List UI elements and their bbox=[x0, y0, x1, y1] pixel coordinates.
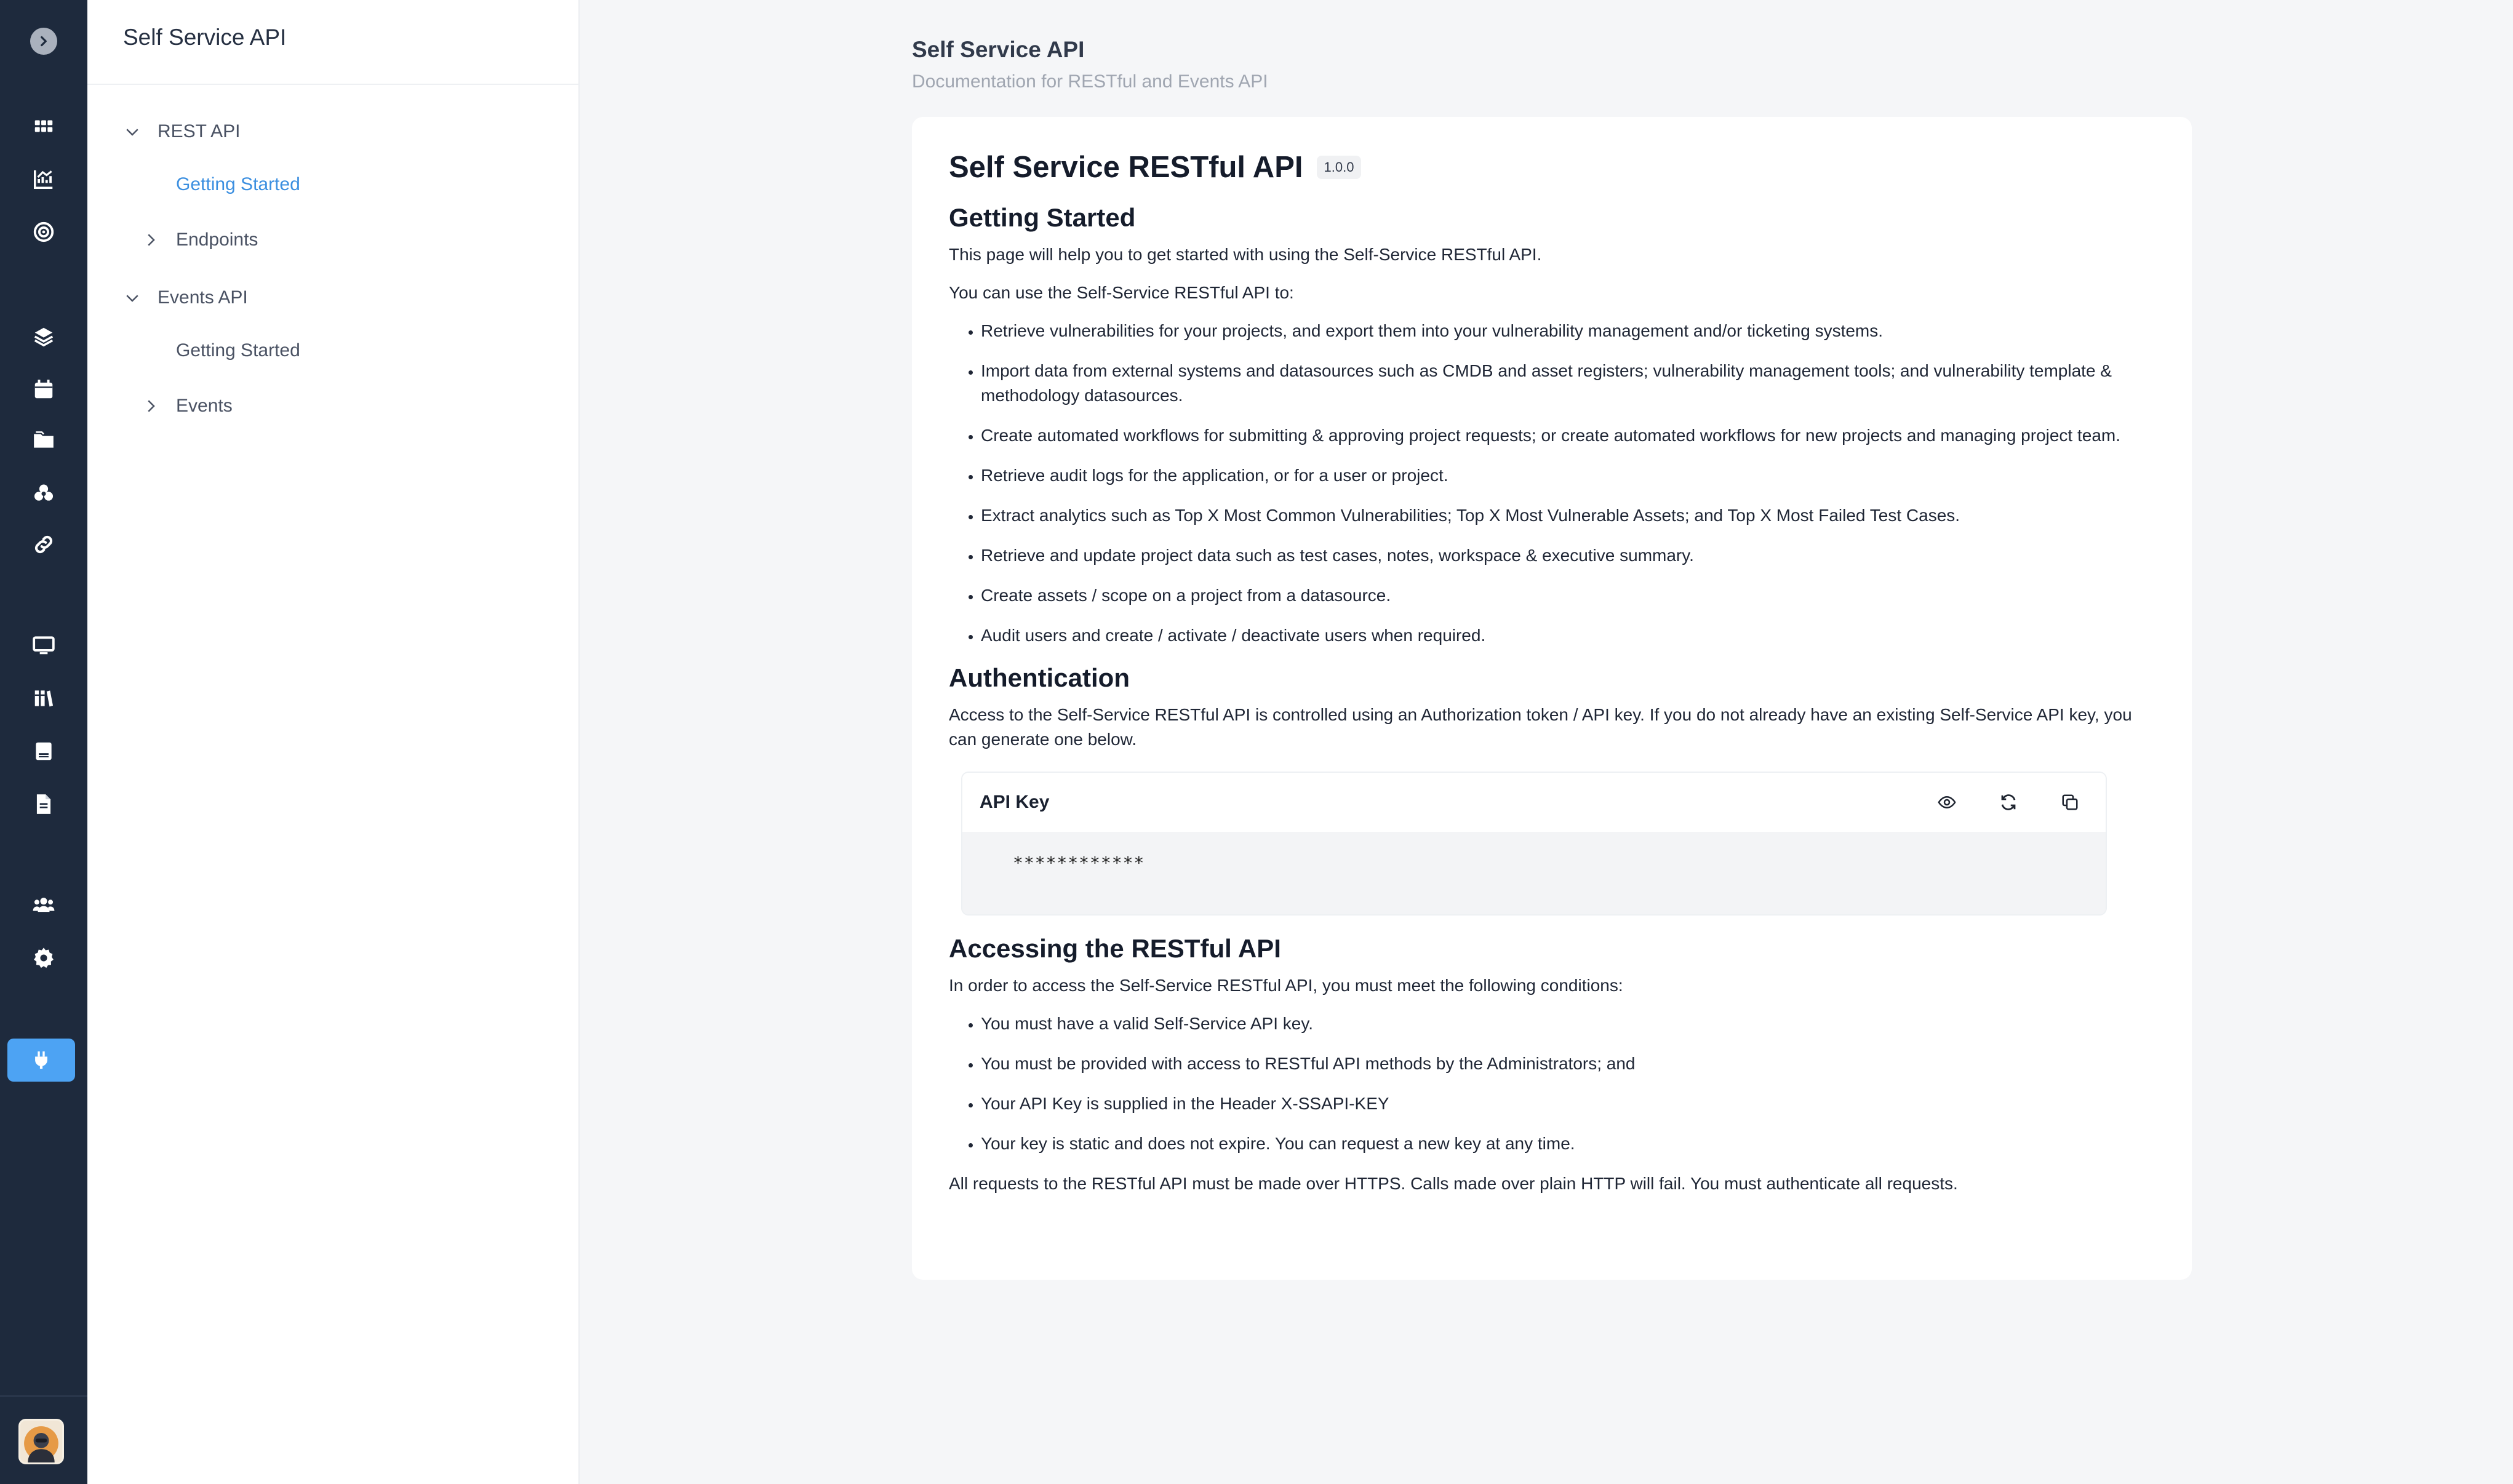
calendar-icon[interactable] bbox=[0, 368, 87, 411]
link-icon[interactable] bbox=[0, 523, 87, 566]
api-key-label: API Key bbox=[980, 792, 1050, 812]
list-item: • Your key is static and does not expire. You can request a new key at any time. bbox=[981, 1131, 2155, 1156]
doc-title-text: Self Service RESTful API bbox=[949, 151, 1303, 184]
icon-rail bbox=[0, 0, 87, 1484]
expand-icon[interactable] bbox=[0, 20, 87, 63]
rail-divider bbox=[0, 1395, 87, 1397]
conditions-list bbox=[949, 1011, 2155, 1156]
intro-text: This page will help you to get started with using the Self-Service RESTful API. bbox=[949, 245, 1542, 264]
list-item: • Audit users and create / activate / deactivate users when required. bbox=[981, 623, 2155, 648]
api-key-header bbox=[962, 773, 2106, 832]
tree-item-label: REST API bbox=[158, 121, 241, 142]
plug-icon[interactable] bbox=[7, 1039, 75, 1082]
monitor-icon[interactable] bbox=[0, 624, 87, 667]
list-item: • You must be provided with access to RESTful API methods by the Administrators; and bbox=[981, 1051, 2155, 1076]
tree-item-endpoints[interactable] bbox=[142, 229, 258, 250]
list-item: • Import data from external systems and datasources such as CMDB and asset registers; vulnerability management tools; and vulnerability template & methodology datasources. bbox=[981, 359, 2155, 408]
list-item: • Create assets / scope on a project from a datasource. bbox=[981, 583, 2155, 608]
list-item: • Your API Key is supplied in the Header X-SSAPI-KEY bbox=[981, 1091, 2155, 1116]
heading-accessing: Accessing the RESTful API bbox=[949, 934, 1281, 963]
auth-text: Access to the Self-Service RESTful API is controlled using an Authorization token / API key. If you do not already have an existing Self-Service API key, you can generate one below. bbox=[949, 705, 2132, 749]
library-icon[interactable] bbox=[0, 677, 87, 720]
list-item: • You must have a valid Self-Service API key. bbox=[981, 1011, 2155, 1036]
chevron-right-icon bbox=[142, 397, 160, 415]
api-key-value[interactable]: ************ bbox=[962, 832, 2106, 914]
page-subtitle: Documentation for RESTful and Events API bbox=[912, 71, 1268, 92]
tree-item-events-api[interactable] bbox=[123, 287, 248, 308]
doc-card bbox=[912, 117, 2192, 1280]
tree-item-events-getting-started[interactable] bbox=[176, 340, 300, 361]
list-item: • Retrieve vulnerabilities for your projects, and export them into your vulnerability management and/or ticketing systems. bbox=[981, 319, 2155, 343]
page-title: Self Service API bbox=[912, 37, 1085, 62]
document-icon[interactable] bbox=[0, 783, 87, 826]
heading-getting-started: Getting Started bbox=[949, 203, 1136, 232]
list-item: • Retrieve and update project data such as test cases, notes, workspace & executive summary. bbox=[981, 543, 2155, 568]
folder-icon[interactable] bbox=[0, 418, 87, 461]
tree-item-label: Events bbox=[176, 396, 233, 416]
tree-item-label: Endpoints bbox=[176, 229, 258, 250]
book-icon[interactable] bbox=[0, 730, 87, 773]
tree-item-rest-getting-started[interactable] bbox=[176, 174, 300, 195]
avatar[interactable] bbox=[18, 1419, 64, 1464]
sidebar-title: Self Service API bbox=[123, 25, 287, 50]
api-key-panel bbox=[961, 772, 2107, 916]
tree-item-label: Getting Started bbox=[176, 340, 300, 361]
version-badge: 1.0.0 bbox=[1317, 156, 1362, 179]
eye-icon[interactable] bbox=[1928, 784, 1965, 821]
accessing-lead: In order to access the Self-Service RESTful API, you must meet the following conditions: bbox=[949, 976, 1623, 995]
list-item: • Extract analytics such as Top X Most Common Vulnerabilities; Top X Most Vulnerable Assets; and Top X Most Failed Test Cases. bbox=[981, 503, 2155, 528]
sidebar-divider bbox=[87, 84, 578, 85]
doc-title bbox=[949, 150, 2155, 185]
capabilities-list bbox=[949, 319, 2155, 648]
heading-authentication: Authentication bbox=[949, 663, 1130, 692]
analytics-icon[interactable] bbox=[0, 158, 87, 201]
lead-text: You can use the Self-Service RESTful API to: bbox=[949, 283, 1294, 302]
tree-item-rest-api[interactable] bbox=[123, 121, 241, 142]
users-icon[interactable] bbox=[0, 884, 87, 927]
layers-icon[interactable] bbox=[0, 315, 87, 358]
tree-item-label: Events API bbox=[158, 287, 248, 308]
tree-item-label: Getting Started bbox=[176, 174, 300, 194]
target-icon[interactable] bbox=[0, 210, 87, 253]
chevron-right-icon bbox=[142, 231, 160, 249]
apps-grid-icon[interactable] bbox=[0, 105, 87, 148]
biohazard-icon[interactable] bbox=[0, 471, 87, 514]
accessing-footer: All requests to the RESTful API must be made over HTTPS. Calls made over plain HTTP will fail. You must authenticate all requests. bbox=[949, 1174, 1958, 1193]
copy-icon[interactable] bbox=[2052, 784, 2088, 821]
chevron-down-icon bbox=[123, 289, 142, 307]
tree-item-events[interactable] bbox=[142, 396, 233, 417]
list-item: • Retrieve audit logs for the application, or for a user or project. bbox=[981, 463, 2155, 488]
list-item: • Create automated workflows for submitting & approving project requests; or create automated workflows for new projects and managing project team. bbox=[981, 423, 2155, 448]
refresh-icon[interactable] bbox=[1990, 784, 2027, 821]
chevron-down-icon bbox=[123, 122, 142, 141]
settings-icon[interactable] bbox=[0, 936, 87, 979]
docs-sidebar bbox=[87, 0, 580, 1484]
